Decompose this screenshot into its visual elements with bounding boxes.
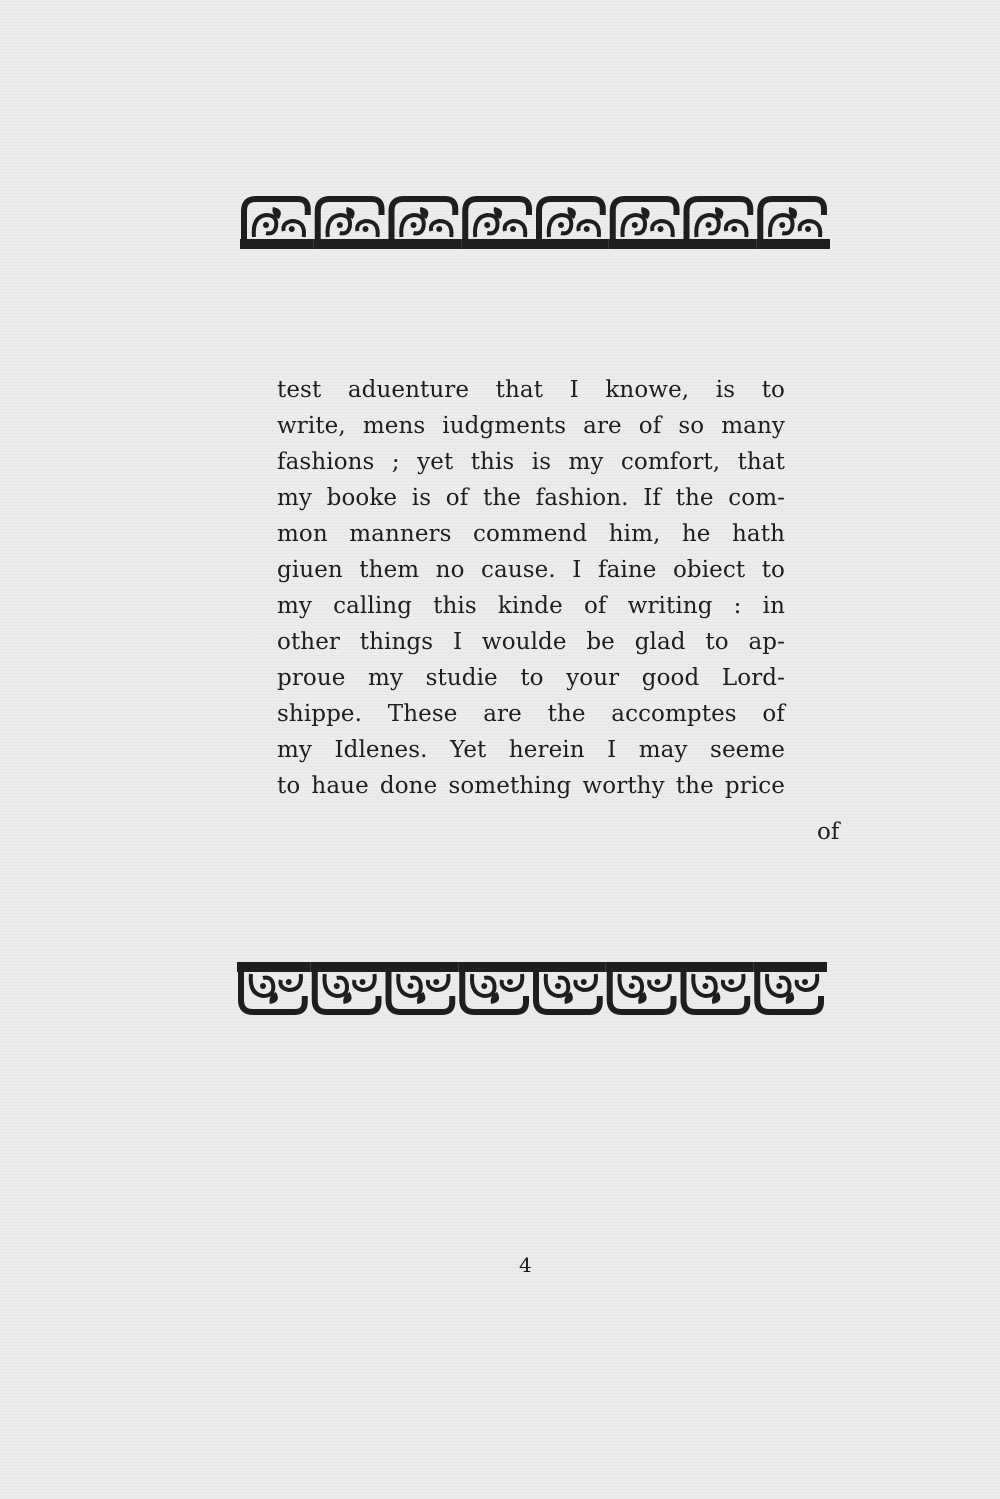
text-line: test aduenture that I knowe, is to (277, 377, 785, 403)
text-line: fashions ; yet this is my comfort, that (277, 449, 785, 475)
scroll-ornament-icon (240, 193, 830, 255)
top-ornament-band (240, 193, 830, 255)
text-line: write, mens iudgments are of so many (277, 413, 785, 439)
scroll-ornament-icon (237, 956, 827, 1018)
text-line: other things I woulde be glad to ap- (277, 629, 785, 655)
page-number: 4 (519, 1253, 532, 1277)
text-line: my calling this kinde of writing : in (277, 593, 785, 619)
text-line: to haue done something worthy the price (277, 773, 785, 799)
catchword: of (817, 819, 840, 845)
bottom-ornament-band (237, 956, 827, 1018)
text-line: giuen them no cause. I faine obiect to (277, 557, 785, 583)
body-text (277, 372, 785, 804)
text-line: my Idlenes. Yet herein I may seeme (277, 737, 785, 763)
text-line: my booke is of the fashion. If the com- (277, 485, 785, 511)
text-line: proue my studie to your good Lord- (277, 665, 785, 691)
text-line: mon manners commend him, he hath (277, 521, 785, 547)
text-line: shippe. These are the accomptes of (277, 701, 785, 727)
